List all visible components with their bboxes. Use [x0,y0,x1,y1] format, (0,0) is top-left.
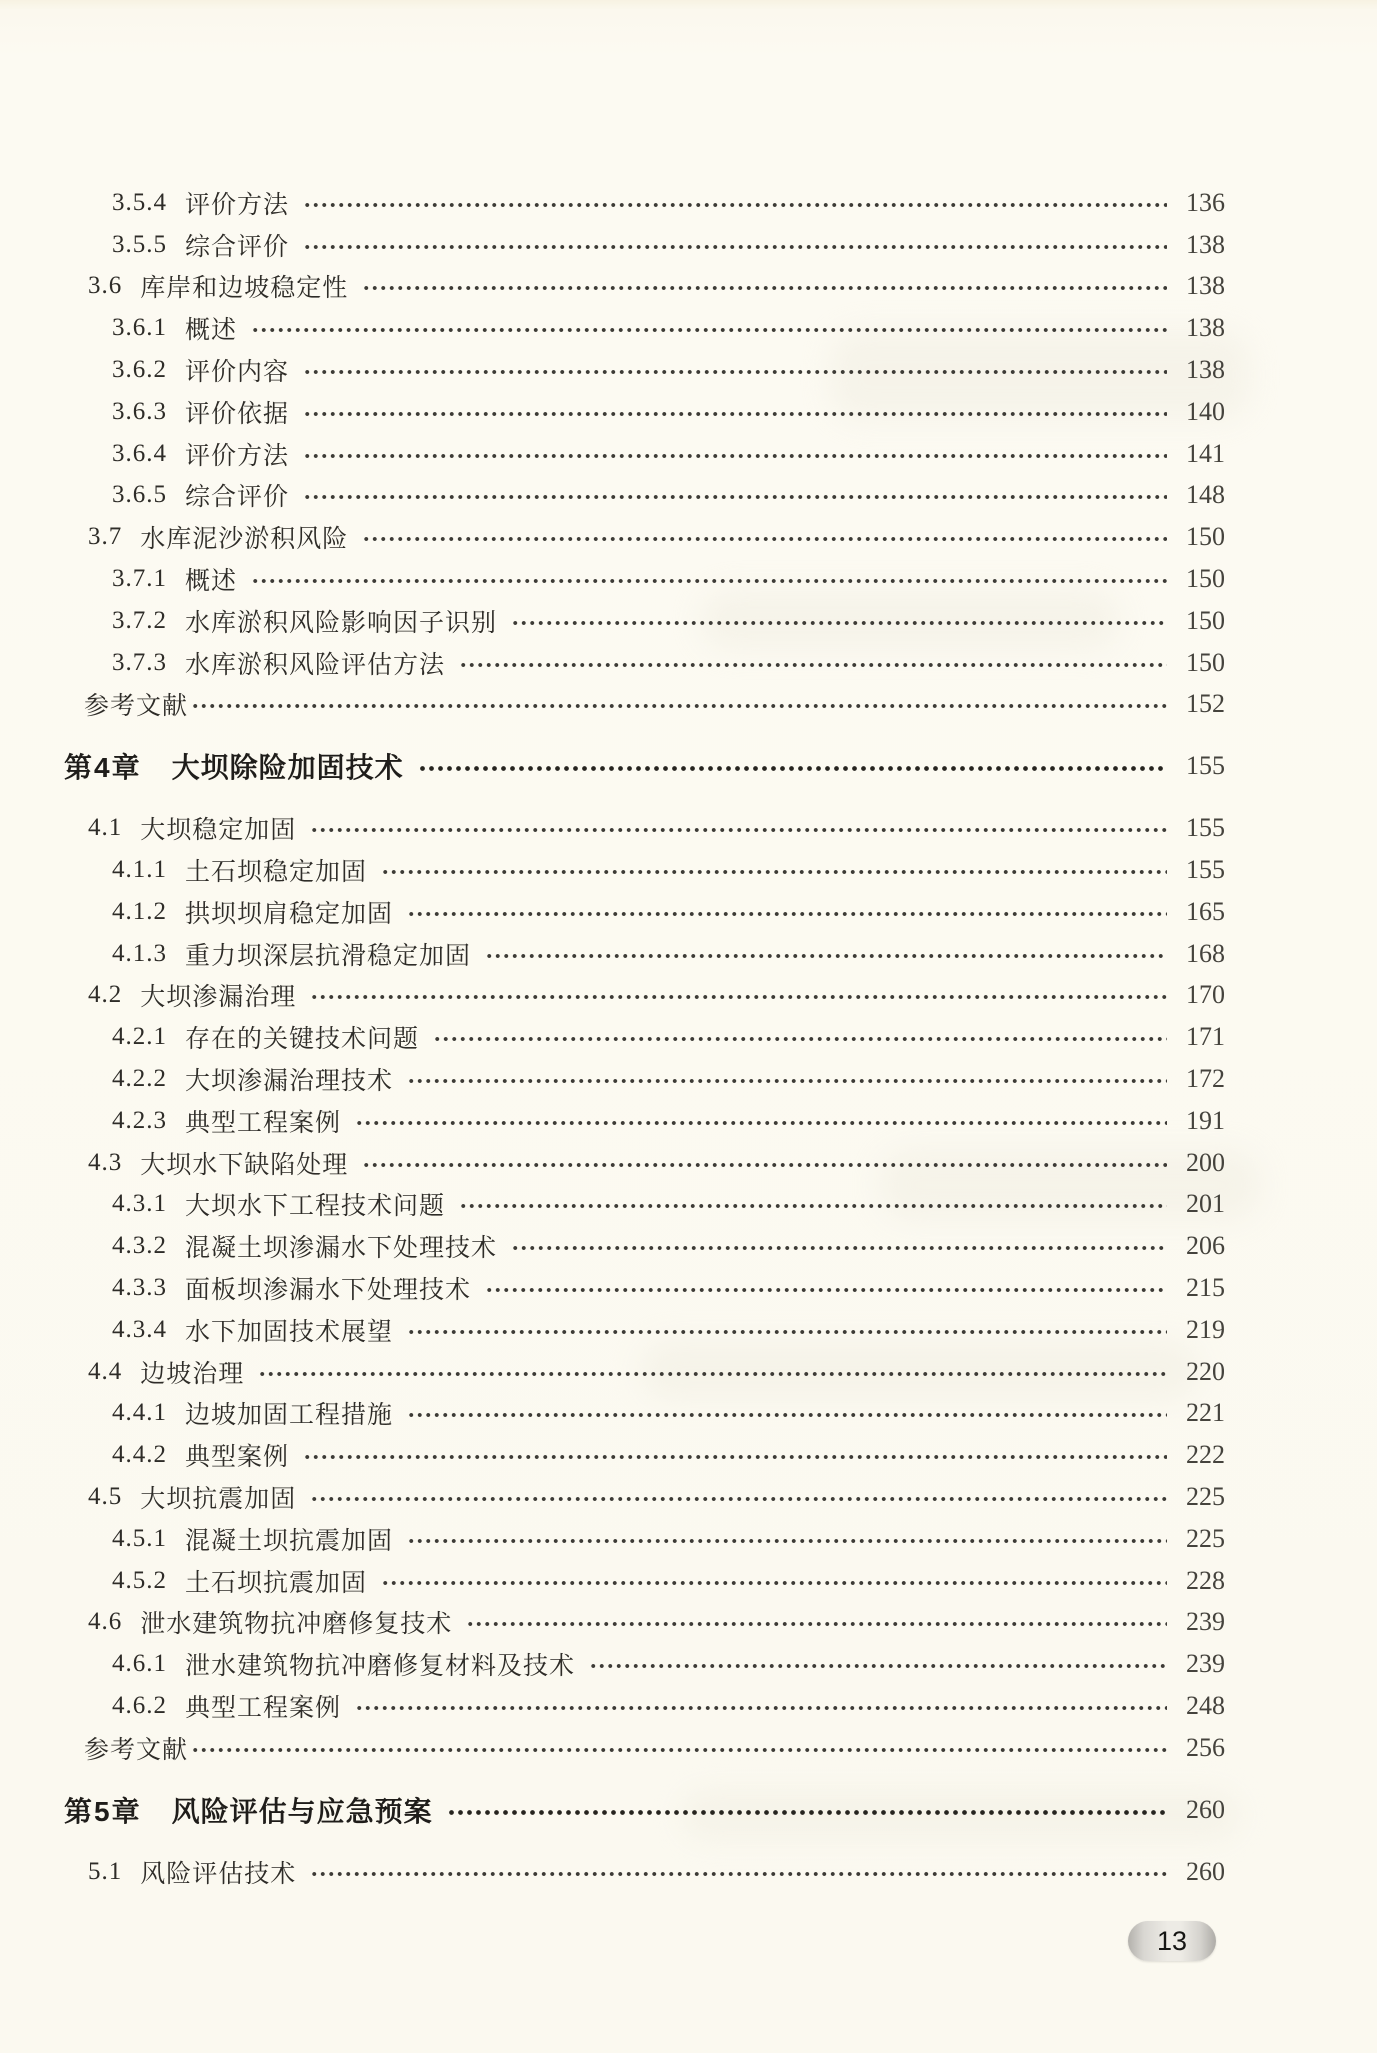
toc-entry-page: 206 [1186,1231,1225,1261]
dot-leader [362,1162,1167,1168]
toc-entry-title: 土石坝抗震加固 [185,1569,368,1597]
toc-entry[interactable] [0,516,1377,558]
toc-entry-number: 第4章 [64,752,142,784]
toc-entry[interactable] [0,1184,1377,1226]
toc-entry-page: 200 [1186,1147,1225,1177]
toc-entry[interactable] [0,1518,1377,1560]
dot-leader [303,1454,1167,1460]
toc-entry[interactable] [0,1393,1377,1435]
toc-entry-page: 136 [1186,187,1225,217]
toc-entry-title: 评价方法 [185,191,290,219]
toc-entry-title: 混凝土坝抗震加固 [185,1527,394,1555]
dot-leader [459,1203,1167,1209]
dot-leader [407,1538,1167,1544]
toc-entry-number: 4.4 [88,1357,123,1385]
dot-leader [191,703,1167,709]
toc-entry-title: 综合评价 [185,233,290,261]
dot-leader [355,1120,1167,1126]
dot-leader [303,244,1167,250]
toc-entry-page: 215 [1186,1273,1225,1303]
toc-entry-number: 3.6.4 [112,439,167,467]
toc-entry-title: 评价内容 [185,359,290,387]
page-number-badge [1128,1921,1216,1961]
toc-entry-number: 4.5.2 [112,1566,167,1594]
toc-entry-title: 风险评估与应急预案 [171,1795,433,1827]
toc-entry[interactable] [0,1560,1377,1602]
toc-entry-page: 155 [1186,855,1225,885]
toc-entry-page: 220 [1186,1356,1225,1386]
toc-entry[interactable] [0,475,1377,517]
toc-entry-number: 3.5.4 [112,188,167,216]
dot-leader [303,202,1167,208]
toc-entry-title: 边坡治理 [140,1360,245,1388]
dot-leader [418,765,1167,772]
toc-entry[interactable] [0,307,1377,349]
toc-entry[interactable] [0,1016,1377,1058]
toc-entry[interactable] [0,600,1377,642]
dot-leader [258,1371,1167,1377]
toc-entry-page: 171 [1186,1022,1225,1052]
toc-entry[interactable] [0,266,1377,308]
toc-entry-page: 150 [1186,522,1225,552]
toc-entry[interactable] [0,1727,1377,1769]
toc-entry-title: 风险评估技术 [140,1860,297,1888]
dot-leader [303,369,1167,375]
toc-entry[interactable] [0,433,1377,475]
toc-entry-title: 面板坝渗漏水下处理技术 [185,1277,472,1305]
toc-entry-page: 239 [1186,1649,1225,1679]
toc-entry[interactable] [0,558,1377,600]
toc-entry[interactable] [0,891,1377,933]
toc-entry[interactable] [0,933,1377,975]
toc-entry-number: 4.4.2 [112,1441,167,1469]
toc-entry-title: 大坝渗漏治理 [140,984,297,1012]
toc-entry-number: 4.1.3 [112,939,167,967]
toc-entry[interactable] [0,1267,1377,1309]
toc-entry-page: 225 [1186,1523,1225,1553]
dot-leader [381,1580,1167,1586]
toc-entry-number: 3.7.3 [112,648,167,676]
toc-entry-number: 3.7.1 [112,565,167,593]
dot-leader [310,1496,1167,1502]
dot-leader [362,536,1167,542]
toc-entry-number: 第5章 [64,1795,142,1827]
toc-entry[interactable] [0,642,1377,684]
toc-entry-title: 概述 [185,317,238,345]
toc-entry-title: 大坝渗漏治理技术 [185,1068,394,1096]
toc-entry-number: 4.1.1 [112,856,167,884]
toc-entry[interactable] [0,684,1377,726]
toc-entry-title: 参考文献 [84,693,189,721]
toc-entry-number: 4.3.4 [112,1315,167,1343]
dot-leader [191,1747,1167,1753]
toc-entry-number: 4.5.1 [112,1524,167,1552]
toc-entry-title: 评价方法 [185,442,290,470]
toc-entry-title: 泄水建筑物抗冲磨修复技术 [140,1611,453,1639]
dot-leader [303,411,1167,417]
toc-entry-page: 150 [1186,647,1225,677]
toc-entry-page: 248 [1186,1690,1225,1720]
toc-entry-title: 土石坝稳定加固 [185,859,368,887]
toc-entry[interactable] [0,807,1377,849]
toc-entry-number: 4.2.1 [112,1023,167,1051]
toc-entry-number: 3.6.2 [112,356,167,384]
toc-entry-title: 大坝水下缺陷处理 [140,1151,349,1179]
toc-entry-number: 3.7.2 [112,606,167,634]
toc-entry-page: 222 [1186,1440,1225,1470]
toc-entry-page: 141 [1186,438,1225,468]
toc-entry-number: 4.3.2 [112,1232,167,1260]
toc-entry[interactable] [0,1851,1377,1893]
dot-leader [310,994,1167,1000]
toc-entry-number: 4.6.2 [112,1691,167,1719]
dot-leader [485,1287,1167,1293]
toc-entry-page: 140 [1186,396,1225,426]
toc-entry-page: 155 [1186,751,1225,781]
toc-entry-title: 重力坝深层抗滑稳定加固 [185,942,472,970]
toc-entry[interactable] [0,1309,1377,1351]
toc-entry-title: 泄水建筑物抗冲磨修复材料及技术 [185,1653,576,1681]
toc-entry[interactable] [0,1351,1377,1393]
toc-entry-number: 4.5 [88,1483,123,1510]
toc-entry-page: 172 [1186,1064,1225,1094]
toc-entry-title: 水库泥沙淤积风险 [140,526,349,554]
toc-entry-title: 概述 [185,568,238,596]
toc-entry-page: 138 [1186,229,1225,259]
toc-entry-number: 5.1 [88,1857,123,1885]
toc-entry-page: 150 [1186,564,1225,594]
toc-entry[interactable] [0,349,1377,391]
toc-entry[interactable] [0,1643,1377,1685]
toc-entry[interactable] [0,182,1377,224]
toc-entry-number: 4.1 [88,814,123,842]
toc-entry[interactable] [0,975,1377,1017]
toc-entry[interactable] [0,1142,1377,1184]
toc-list [0,182,1377,1892]
dot-leader [251,327,1167,333]
toc-entry-title: 存在的关键技术问题 [185,1026,420,1054]
dot-leader [407,911,1167,917]
toc-entry[interactable] [0,391,1377,433]
dot-leader [407,1329,1167,1335]
toc-entry-page: 239 [1186,1607,1225,1637]
toc-entry-number: 4.1.2 [112,897,167,925]
toc-entry-title: 典型案例 [185,1444,290,1472]
dot-leader [466,1621,1167,1627]
toc-entry[interactable] [0,1100,1377,1142]
toc-entry-number: 4.6.1 [112,1650,167,1678]
toc-entry-title: 边坡加固工程措施 [185,1402,394,1430]
toc-entry-page: 221 [1186,1398,1225,1428]
toc-entry-title: 水库淤积风险评估方法 [185,651,446,679]
toc-entry[interactable] [0,1434,1377,1476]
toc-entry-page: 170 [1186,980,1225,1010]
toc-entry-number: 3.6.5 [112,481,167,509]
toc-entry-page: 148 [1186,480,1225,510]
toc-entry-number: 4.3.3 [112,1274,167,1302]
toc-entry-title: 评价依据 [185,400,290,428]
toc-entry-number: 3.6.3 [112,397,167,425]
toc-entry-title: 水下加固技术展望 [185,1318,394,1346]
toc-entry-page: 138 [1186,355,1225,385]
toc-entry[interactable] [0,1058,1377,1100]
dot-leader [310,827,1167,833]
toc-entry-number: 4.2.2 [112,1065,167,1093]
toc-entry-title: 拱坝坝肩稳定加固 [185,900,394,928]
toc-entry-title: 水库淤积风险影响因子识别 [185,609,498,637]
dot-leader [303,453,1167,459]
toc-entry[interactable] [0,1225,1377,1267]
dot-leader [511,620,1167,626]
toc-entry-title: 综合评价 [185,484,290,512]
toc-entry-title: 典型工程案例 [185,1109,342,1137]
toc-entry-number: 4.2.3 [112,1106,167,1134]
toc-entry-page: 168 [1186,938,1225,968]
dot-leader [407,1078,1167,1084]
toc-entry-page: 201 [1186,1189,1225,1219]
toc-entry-page: 150 [1186,605,1225,635]
toc-entry-page: 138 [1186,313,1225,343]
toc-entry-number: 4.4.1 [112,1399,167,1427]
toc-entry-number: 4.6 [88,1608,123,1636]
dot-leader [433,1036,1167,1042]
dot-leader [511,1245,1167,1251]
toc-entry-title: 大坝除险加固技术 [171,752,404,784]
toc-entry[interactable] [0,224,1377,266]
toc-entry-page: 191 [1186,1105,1225,1135]
toc-entry-number: 3.6 [88,272,123,300]
toc-entry-title: 参考文献 [84,1736,189,1764]
toc-entry-title: 大坝稳定加固 [140,817,297,845]
toc-entry-page: 256 [1186,1732,1225,1762]
dot-leader [251,578,1167,584]
dot-leader [303,494,1167,500]
dot-leader [362,285,1167,291]
toc-entry-number: 4.2 [88,981,123,1009]
toc-entry-page: 260 [1186,1856,1225,1886]
toc-entry-page: 260 [1186,1794,1225,1824]
toc-entry-title: 大坝水下工程技术问题 [185,1193,446,1221]
dot-leader [310,1871,1167,1877]
toc-entry-page: 219 [1186,1314,1225,1344]
toc-entry-title: 典型工程案例 [185,1694,342,1722]
dot-leader [485,953,1167,959]
toc-entry-title: 大坝抗震加固 [140,1486,297,1513]
toc-entry-number: 3.7 [88,523,123,551]
toc-entry-page: 138 [1186,271,1225,301]
toc-entry-number: 4.3 [88,1148,123,1176]
dot-leader [447,1809,1167,1816]
toc-entry-number: 3.6.1 [112,314,167,342]
dot-leader [381,869,1167,875]
dot-leader [355,1705,1167,1711]
toc-entry-title: 库岸和边坡稳定性 [140,275,349,303]
dot-leader [459,662,1167,668]
toc-entry-page: 225 [1186,1482,1225,1511]
toc-entry-page: 165 [1186,896,1225,926]
toc-entry[interactable] [0,1685,1377,1727]
dot-leader [589,1663,1167,1669]
dot-leader [407,1412,1167,1418]
toc-entry[interactable] [0,1476,1377,1518]
toc-entry-page: 155 [1186,813,1225,843]
toc-entry[interactable] [0,849,1377,891]
toc-entry-title: 混凝土坝渗漏水下处理技术 [185,1235,498,1263]
page-number: 13 [1156,1925,1188,1956]
toc-entry-page: 228 [1186,1565,1225,1595]
toc-entry-number: 4.3.1 [112,1190,167,1218]
toc-entry[interactable] [0,743,1377,789]
toc-entry[interactable] [0,1787,1377,1833]
toc-entry-number: 3.5.5 [112,230,167,258]
toc-entry-page: 152 [1186,689,1225,719]
toc-entry[interactable] [0,1602,1377,1644]
